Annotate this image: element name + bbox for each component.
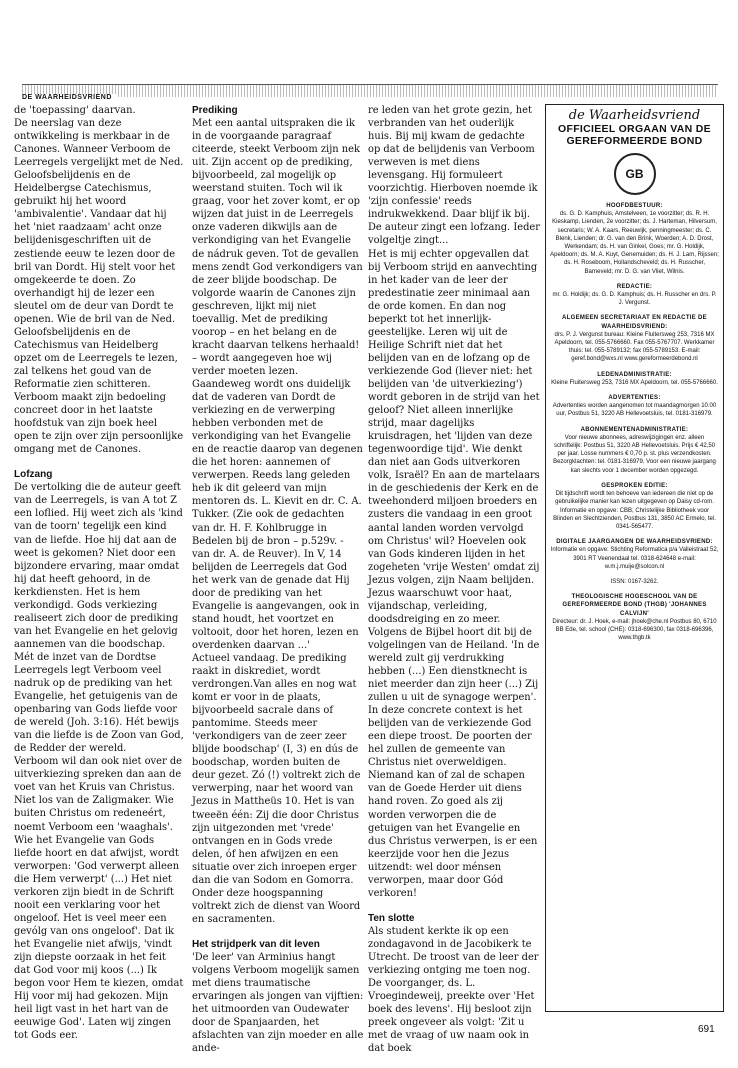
issn: ISSN: 0167-3262. [610,578,659,585]
paragraph: De neerslag van deze ontwikkeling is merkbaar in de Canones. Wanneer Verboom de Leerregels vergelijkt met de Ned. Geloofsbelijdenis en de Heidelbergse Catechismus, gebruikt hij het woord 'ambivalentie'. Vandaar dat hij het 'niet raadzaam' acht onze belijdenisgeschriften uit de zestiende eeuw te lezen door de bril van Dordt. Hij stelt voor het omgekeerde te doen. Zo overhandigt hij de lezer een sleutel om de deur van Dordt te openen. Wie de bril van de Ned. Geloofsbelijdenis en de Catechismus van Heidelberg opzet om de Leerregels te lezen, zal telkens het goud van de Reformatie zien schitteren. [14,118,184,390]
colophon-text: Dit tijdschrift wordt ten behoeve van iedereen die niet op de gebruikelijke manier kan lezen uitgegeven op Daisy cd-rom. Informatie en opgave: CBB, Christelijke Bibliotheek voor Blinden en Slechtzienden, Postbus 131, 3850 AC Ermelo, tel. 0341-565477. [553,491,716,530]
colophon-section-heading: HOOFDBESTUUR: [606,203,663,209]
colophon-subtitle: OFFICIEEL ORGAAN VAN DE GEREFORMEERDE BOND [558,123,711,147]
colophon-text: mr. G. Holdijk; ds. G. D. Kamphuis; ds. H. Russcher en drs. P. J. Vergunst. [552,292,717,307]
paragraph: Wie het Evangelie van Gods liefde hoort en dat afwijst, wordt verworpen: 'God verwerpt alleen die Hem verwerpt' (...) Het niet verkoren zijn biedt in de Schrift nooit een verklaring voor het ongeloof. Het is veel meer een gevólg van ons ongeloof'. Dat ik het Evangelie niet afwijs, 'vindt zijn diepste oorzaak in het feit dat God voor mij koos (...) Ik begon voor Hem te kiezen, omdat Hij voor mij had gekozen. Mijn heil ligt vast in het hart van de eeuwige God'. Laten wij zingen tot Gods eer. [14,834,184,1042]
bond-logo-icon [614,153,656,195]
paragraph: Het is mij echter opgevallen dat bij Verboom strijd en aanvechting in het kader van de leer der predestinatie zeer minimaal aan de orde komen. En dan nog beperkt tot het innerlijk-geestelijke. Leren wij uit de Heilige Schrift niet dat het belijden van en de lofzang op de verkiezende God (liever niet: het belijden van 'de uitverkiezing') wordt geboren in de strijd van het geloof? Niet alleen innerlijke strijd, maar dagelijks kruisdragen, het 'lijden van deze tegenwoordige tijd'. Wie denkt dan niet aan Gods uitverkoren volk, Israël? En aan de martelaars in de geschiedenis der Kerk en de tweehonderd miljoen broeders en zusters die vandaag in een groot aantal landen worden vervolgd om Christus' wil? Hoevelen ook van Gods kinderen lijden in het zogeheten 'vrije Westen' omdat zij Jezus volgen, zijn Naam belijden. Jezus waarschuwt voor haat, vijandschap, verleiding, doodsdreiging en zo meer. Volgens de Bijbel hoort dit bij de volgelingen van de Heiland. 'In de wereld zult gij verdrukking hebben (...) Een dienstknecht is niet meerder dan zijn heer (...) Zij zullen u uit de synagoge werpen'. [368,248,540,704]
section-heading-lofzang: Lofzang [14,469,53,481]
page-number: 691 [698,1024,715,1035]
colophon-section-heading: THEOLOGISCHE HOGESCHOOL VAN DE GEREFORMEERDE BOND (THGB) 'JOHANNES CALVIJN' [562,594,707,617]
colophon-text: Voor nieuwe abonnees, adreswijzigingen enz. alleen schriftelijk: Postbus 51, 3220 AB Hellevoetsluis. Prijs € 42,50 per jaar. Losse nummers € 0,70 p. st. plus verzendkosten. Bezorgklachten: tel. 0181-316979. Voor een nieuwe jaargang kan slechts voor 1 december worden opgezegd. [553,434,716,474]
paragraph: In deze concrete context is het belijden van de verkiezende God een diepe troost. De poorten der hel zullen de gemeente van Christus niet overweldigen. Niemand kan of zal de schapen van de Goede Herder uit diens hand roven. Zo goed als zij worden verworpen die de getuigen van het Evangelie en dus Christus verwerpen, is er een keerzijde voor hen die Jezus uitzendt: wel door ménsen verworpen, maar door Gód verkoren! [368,705,538,899]
paragraph: Verboom wil dan ook niet over de uitverkiezing spreken dan aan de voet van het Kruis van Christus. Niet los van de Zaligmaker. Wie buiten Christus om redeneért, noemt Verboom een 'waaghals'. [14,756,182,833]
colophon-section-heading: ADVERTENTIES: [608,395,661,402]
paragraph: Met een aantal uitspraken die ik in de voorgaande paragraaf citeerde, steekt Verboom zijn nek uit. Zijn accent op de prediking, bijvoorbeeld, zal mogelijk op weerstand stuiten. Toch wil ik graag, voor het zover komt, er op wijzen dat juist in de Leerregels onze vaderen dikwijls aan de verkondiging van het Evangelie de nádruk geven. Tot de gevallen mens zendt God verkondigers van de zeer blijde boodschap. De volgorde waarin de Canones zijn geschreven, lijkt mij niet toevallig. Met de prediking voorop – en het belang en de kracht daarvan telkens herhaald! – wordt aangegeven hoe wij verder moeten lezen. [192,118,363,377]
colophon-text: drs. P. J. Vergunst bureau: Kleine Fluitersweg 253, 7316 MX Apeldoorn, tel. 055-5766660. Fax 055-5767707. Werkkamer thuis: tel. 055-5789132; fax 055-5789153. E-mail: geref.bond@wxs.nl www.gereformeerdebond.nl [554,331,715,363]
paragraph: Verboom maakt zijn bedoeling concreet door in het laatste hoofdstuk van zijn boek heel open te zijn over zijn persoonlijke omgang met de Canones. [14,392,184,456]
colophon-section-heading: REDACTIE: [616,283,653,290]
section-heading-prediking: Prediking [192,105,238,116]
paragraph: de 'toepassing' daarvan. [14,105,136,116]
section-heading-ten-slotte: Ten slotte [368,912,415,924]
colophon-text: Informatie en opgave: Stichting Reformatica p/a Valleistraat 52, 3901 RT Veenendaal tel. 0318-624648 e-mail: w.m.j.muije@solcon.nl [550,547,719,570]
colophon-section-heading: ABONNEMENTENADMINISTRATIE: [580,426,689,433]
colophon-section-heading: GESPROKEN EDITIE: [601,482,668,489]
colophon-box [545,104,724,1012]
running-title: DE WAARHEIDSVRIEND [22,94,116,101]
running-header [22,84,718,101]
paragraph: Gaandeweg wordt ons duidelijk dat de vaderen van Dordt de verkiezing en de verwerping hebben verbonden met de verkondiging van het Evangelie en de reactie daarop van degenen die het horen: aannemen of verwerpen. Reeds lang geleden heb ik dit geleerd van mijn mentoren ds. L. Kievit en dr. C. A. Tukker. (Zie ook de gedachten van dr. H. F. Kohlbrugge in Bedelen bij de bron – p.529v. - van dr. A. de Reuver). In V, 14 belijden de Leerregels dat God het werk van de genade dat Hij door de prediking van het Evangelie is aangevangen, ook in stand houdt, het voortzet en voltooit, door het horen, lezen en overdenken daarvan ...' [192,378,363,651]
colophon-section-heading: ALGEMEEN SECRETARIAAT EN REDACTIE DE WAARHEIDSVRIEND: [562,315,707,330]
colophon-title: de Waarheidsvriend [568,108,701,123]
paragraph: Als student kerkte ik op een zondagavond in de Jacobikerk te Utrecht. De troost van de leer der verkiezing ontging me toen nog. De voorganger, ds. L. Vroegindeweij, preekte over 'Het boek des levens'. Hij besloot zijn preek ongeveer als volgt: 'Zit u met de vraag of uw naam ook in dat boek [368,925,539,1055]
colophon-text: Kleine Fluitersweg 253, 7316 MX Apeldoorn, tel. 055-5766660. [551,379,718,386]
colophon-text: ds. G. D. Kamphuis, Amstelveen, 1e voorzitter; ds. R. H. Kieskamp, Lienden, 2e voorzitter; ds. J. Harteman, Hilversum, secretaris; W. A. Kaars, Reeuwijk, penningmeester; ds. C. Blenk, Lienden; dr. G. van den Brink, Woerden; A. D. Drost, Werkendam; ds. H. van Ginkel, Goes; mr. G. Holdijk, Apeldoorn; ds. M. A. Kuyt, Genemuiden; ds. H. J. Lam, Rijssen; ds. H. Roseboom, Hollandscheveld; ds. H. Russcher, Barneveld; mr. D. G. van Vliet, Wilnis. [550,211,719,275]
colophon-section-heading: DIGITALE JAARGANGEN DE WAARHEIDSVRIEND: [556,539,713,546]
paragraph: De vertolking die de auteur geeft van de Leerregels, is van A tot Z een loflied. Hij weet zich als 'kind van de toorn' tegelijk een kind van de liefde. Hoe hij dat aan de weet is gekomen? Niet door een bijzondere ervaring, maar omdat hij dat heeft gehoord, in de kerkdiensten. Het is hem verkondigd. Gods verkiezing realiseert zich door de prediking van het Evangelie en het gelovig aannemen van die boodschap. Mét de inzet van de Dordtse Leerregels legt Verboom veel nadruk op de prediking van het Evangelie, het getuigenis van de openbaring van Gods liefde voor de wereld (Joh. 3:16). Hét bewijs van die liefde is de Zoon van God, de Redder der wereld. [14,482,184,755]
column-3 [368,104,540,1055]
logo-letters: GB [625,166,644,181]
section-heading-strijdperk: Het strijdperk van dit leven [192,938,320,950]
colophon-text: Directeur: dr. J. Hoek, e-mail: jhoek@che.nl Postbus 80, 6710 BB Ede, tel. school (CHE): 0318-696300, fax 0318-696396, www.thgb.tk [552,618,717,642]
paragraph: re leden van het grote gezin, het verbranden van het ouderlijk huis. Bij mij kwam de gedachte op dat de belijdenis van Verboom verweven is met diens levensgang. Hij formuleert voorzichtig. Hierboven noemde ik 'zijn confessie' reeds indrukwekkend. Daar blijf ik bij. De auteur zingt een lofzang. Ieder volgeltje zingt... [368,105,540,247]
column-2 [192,104,364,1055]
paragraph: Actueel vandaag. De prediking raakt in diskrediet, wordt verdrongen.Van alles en nog wat komt er voor in de plaats, bijvoorbeeld sacrale dans of pantomime. Steeds meer 'verkondigers van de zeer zeer blijde boodschap' (I, 3) en dús de boodschap, worden buiten de deur gezet. Zó (!) voltrekt zich de verwerping, naar het woord van Jezus in Mattheüs 10. Het is van tweeën één: Zij die door Christus zijn uitgezonden met 'vrede' ontvangen en in Gods vrede delen, óf hen afwijzen en een situatie over zich inroepen erger dan die van Sodom en Gomorra. Onder deze hoogspanning voltrekt zich de dienst van Woord en sacramenten. [192,652,361,925]
column-1 [14,104,184,1042]
colophon-section-heading: LEDENADMINISTRATIE: [597,371,672,378]
colophon-text: Advertenties worden aangenomen tot maandagmorgen 10.00 uur, Postbus 51, 3220 AB Hellevoetsluis, tel. 0181-316979. [552,403,717,418]
paragraph: 'De leer' van Arminius hangt volgens Verboom mogelijk samen met diens traumatische ervaringen als jongen van vijftien: het uitmoorden van Oudewater door de Spanjaarden, het afslachten van zijn moeder en alle ande- [192,952,364,1055]
